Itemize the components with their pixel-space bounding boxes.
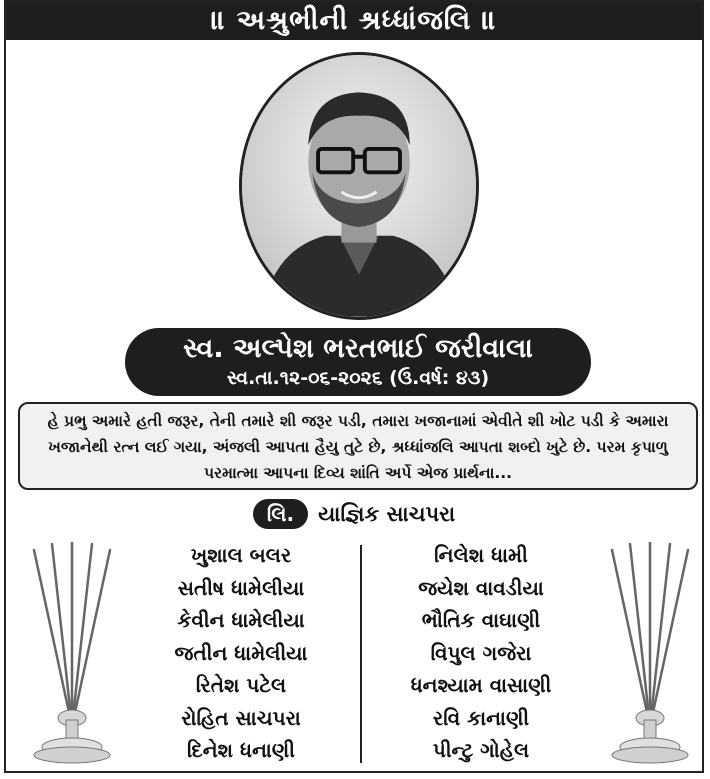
mourners-column-left xyxy=(126,539,356,767)
death-date-age: સ્વ.તા.૧૨-૦૬-૨૦૨૬ (ઉ.વર્ષ: ૪૩) xyxy=(226,367,490,389)
incense-stand-left-icon xyxy=(26,542,118,767)
tribute-frame xyxy=(4,0,704,773)
prayer-box xyxy=(18,402,698,490)
mourner-name: દિનેશ ધનાણી xyxy=(187,738,295,762)
mourner-name: જતીન ધામેલીયા xyxy=(174,640,308,665)
mourner-name: વિપુલ ગજેરા xyxy=(430,640,532,665)
deceased-name: સ્વ. અલ્પેશ ભરતભાઈ જરીવાલા xyxy=(183,333,533,364)
header-banner xyxy=(6,2,702,40)
mourner-name: પીન્ટુ ગોહેલ xyxy=(432,738,530,762)
mourner-name: ખુશાલ બલર xyxy=(190,543,292,567)
mourner-name: નિલેશ ધામી xyxy=(434,543,528,567)
portrait-photo xyxy=(239,52,479,320)
portrait-illustration xyxy=(242,55,476,317)
mourner-name: ભૌતિક વાઘાણી xyxy=(421,608,541,632)
from-family-name: યાજ્ઞિક સાચપરા xyxy=(318,501,456,526)
mourner-name: જયેશ વાવડીયા xyxy=(418,575,544,600)
mourner-name: રોહિત સાચપરા xyxy=(181,705,301,730)
incense-stand-right-icon xyxy=(604,542,696,767)
from-badge: લિ. xyxy=(253,499,308,529)
mourners-list xyxy=(126,539,596,769)
column-divider xyxy=(360,545,362,763)
name-banner xyxy=(125,328,591,396)
mourner-name: કેવીન ધામેલીયા xyxy=(177,608,305,632)
mourners-column-right xyxy=(366,539,596,767)
header-title: ॥ અશ્રુભીની શ્રધ્ધાંજલિ ॥ xyxy=(211,5,497,36)
prayer-text: હે પ્રભુ અમારે હતી જરૂર, તેની તમારે શી જરૂર પડી, તમારા ખજાનામાં એવીતે શી ખોટ પડી કે અમારા ખજાનેથી રત્ન લઈ ગયા, અંજલી આપતા હૈયુ તુટે છે, શ્રધ્ધાંજલિ આપતા શબ્દો ખુટે છે. પરમ કૃપાળુ પરમાત્મા આપના દિવ્ય શાંતિ અર્પે એજ પ્રાર્થના... xyxy=(47,412,669,482)
mourner-name: સતીષ ધામેલીયા xyxy=(177,575,305,600)
mourner-name: રવિ કાનાણી xyxy=(432,705,530,730)
mourner-name: રિતેશ પટેલ xyxy=(195,673,287,697)
mourner-name: ધનશ્યામ વાસાણી xyxy=(410,673,552,697)
from-line xyxy=(6,499,702,529)
